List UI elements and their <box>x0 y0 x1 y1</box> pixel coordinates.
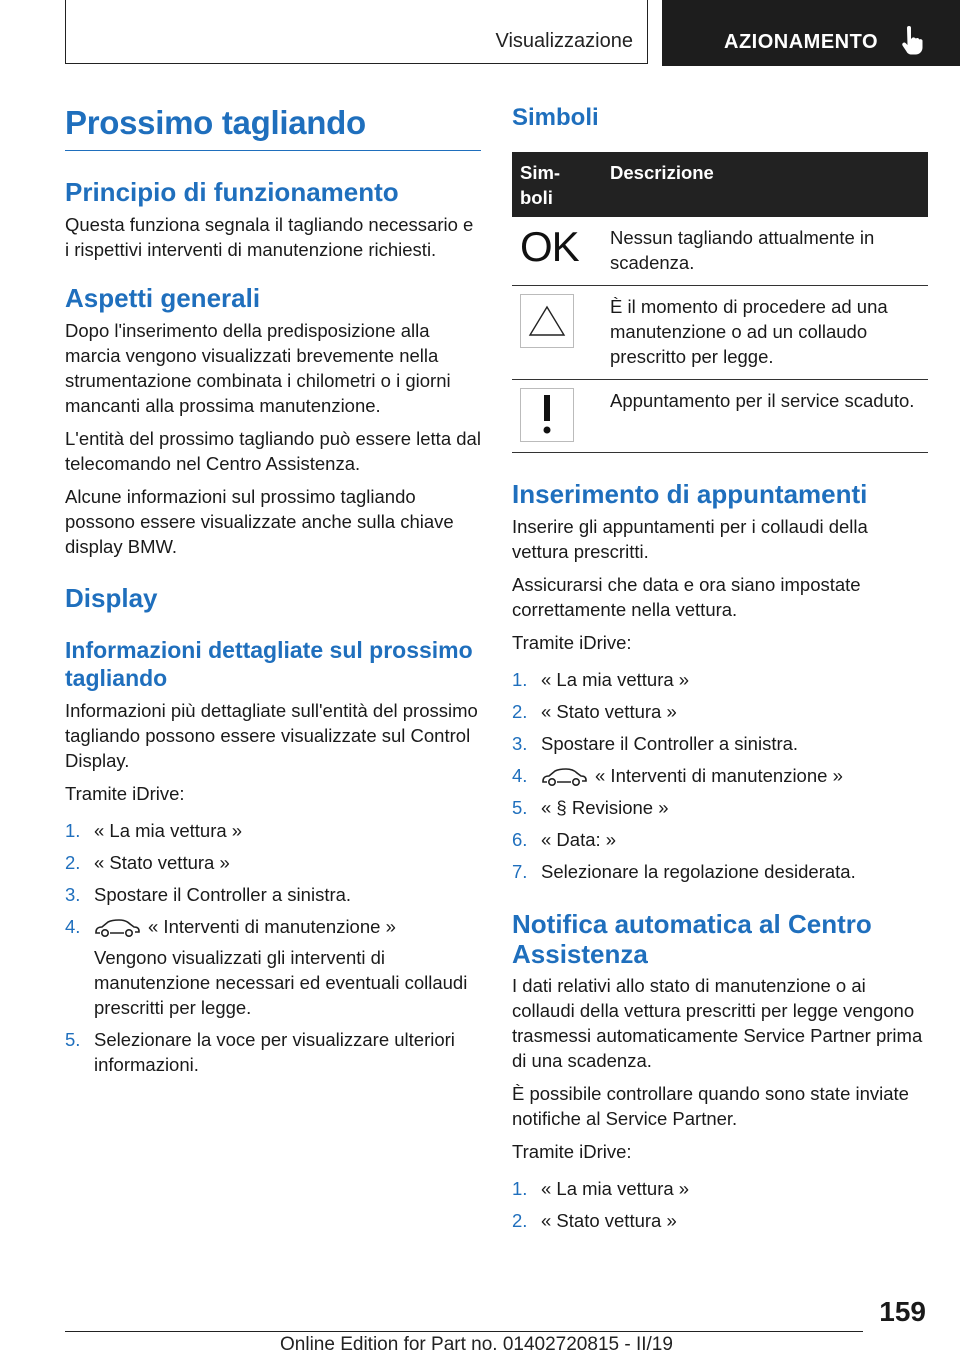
aspetti-paragraph-2: L'entità del prossimo tagliando può essere letta dal telecomando nel Centro Assistenza. <box>65 428 481 474</box>
exclamation-icon <box>520 388 574 442</box>
section-header-box <box>65 0 648 64</box>
aspetti-paragraph-1: Dopo l'inserimento della predisposizione alla marcia vengono visualizzati brevemente nella strumentazione combinata i chilometri o i giorni mancanti alla prossima manutenzione. <box>65 320 451 416</box>
pointing-hand-icon <box>898 26 924 56</box>
list-item: 4. « Interventi di manutenzione » Vengono visualizzati gli interventi di manutenzione necessari ed eventuali collaudi prescritti per legge. <box>65 914 481 1020</box>
table-header-description: Descrizione <box>602 152 928 217</box>
principio-heading: Principio di funzionamento <box>65 177 399 207</box>
footer-divider <box>65 1331 863 1332</box>
right-steps-list <box>512 667 928 884</box>
list-item: 7. Selezionare la regolazione desiderata. <box>512 861 856 882</box>
step-4-detail: Vengono visualizzati gli interventi di manutenzione necessari ed eventuali collaudi prescritti per legge. <box>94 947 468 1018</box>
list-item: 2. « Stato vettura » <box>512 1210 677 1231</box>
description-cell: È il momento di procedere ad una manutenzione o ad un collaudo prescritto per legge. <box>602 286 928 380</box>
right-steps-list-2 <box>512 1176 928 1233</box>
symbol-cell <box>512 286 602 380</box>
list-item: 1. « La mia vettura » <box>65 820 243 841</box>
info-heading: Informazioni dettagliate sul prossimo tagliando <box>65 637 473 691</box>
list-item: 6. « Data: » <box>512 829 617 850</box>
chapter-label: AZIONAMENTO <box>724 31 879 53</box>
description-cell: Appuntamento per il service scaduto. <box>602 380 928 453</box>
chapter-tab <box>662 0 960 66</box>
symbol-cell <box>512 217 602 286</box>
aspetti-heading: Aspetti generali <box>65 283 261 313</box>
table-header-symbols: Sim- boli <box>512 152 602 217</box>
list-item: 2. « Stato vettura » <box>65 852 230 873</box>
list-item: 4. « Interventi di manutenzione » <box>512 765 843 786</box>
via-idrive-label: Tramite iDrive: <box>512 632 632 653</box>
edition-text: Online Edition for Part no. 01402720815 - II/19 <box>280 1334 673 1355</box>
table-row <box>512 286 928 380</box>
principio-text: Questa funziona segnala il tagliando necessario e i rispettivi interventi di manutenzione richiesti. <box>65 214 474 260</box>
info-text: Informazioni più dettagliate sull'entità del prossimo tagliando possono essere visualizzate sul Control Display. <box>65 700 478 771</box>
left-column <box>65 100 481 1084</box>
warning-triangle-icon <box>520 294 574 348</box>
table-row <box>512 217 928 286</box>
car-icon <box>541 767 587 787</box>
list-item: 3. Spostare il Controller a sinistra. <box>512 733 799 754</box>
simboli-heading: Simboli <box>512 104 599 131</box>
left-steps-list <box>65 818 481 1077</box>
aspetti-paragraph-3: Alcune informazioni sul prossimo tagliando possono essere visualizzate anche sulla chiave display BMW. <box>65 486 454 557</box>
appuntamenti-paragraph-2: Assicurarsi che data e ora siano impostate correttamente nella vettura. <box>512 574 861 620</box>
list-item: 5. Selezionare la voce per visualizzare ulteriori informazioni. <box>65 1029 455 1075</box>
list-item: 3. Spostare il Controller a sinistra. <box>65 884 352 905</box>
page-title: Prossimo tagliando <box>65 104 481 151</box>
list-item: 2. « Stato vettura » <box>512 701 677 722</box>
car-icon <box>94 918 140 938</box>
list-item: 1. « La mia vettura » <box>512 669 690 690</box>
appuntamenti-heading: Inserimento di appuntamenti <box>512 479 868 509</box>
page-header <box>0 0 960 66</box>
right-column <box>512 100 928 1240</box>
appuntamenti-paragraph-1: Inserire gli appuntamenti per i collaudi della vettura prescritti. <box>512 516 868 562</box>
notifica-heading: Notifica automatica al Centro Assistenza <box>512 909 872 969</box>
page-number: 159 <box>879 1296 926 1327</box>
notifica-paragraph-1: I dati relativi allo stato di manutenzione o ai collaudi della vettura prescritti per legge vengono trasmessi automaticamente Service Partner prima di una scadenza. <box>512 975 923 1071</box>
via-idrive-label: Tramite iDrive: <box>65 783 185 804</box>
list-item: 5. « § Revisione » <box>512 797 669 818</box>
section-title: Visualizzazione <box>495 30 633 52</box>
table-header-row <box>512 152 928 217</box>
symbol-cell <box>512 380 602 453</box>
list-item: 1. « La mia vettura » <box>512 1178 690 1199</box>
notifica-paragraph-2: È possibile controllare quando sono state inviate notifiche al Service Partner. <box>512 1083 909 1129</box>
display-heading: Display <box>65 583 158 613</box>
table-row <box>512 380 928 453</box>
description-cell: Nessun tagliando attualmente in scadenza. <box>602 217 928 286</box>
ok-icon: OK <box>520 223 579 270</box>
via-idrive-label-2: Tramite iDrive: <box>512 1141 632 1162</box>
symbols-table <box>512 152 928 453</box>
